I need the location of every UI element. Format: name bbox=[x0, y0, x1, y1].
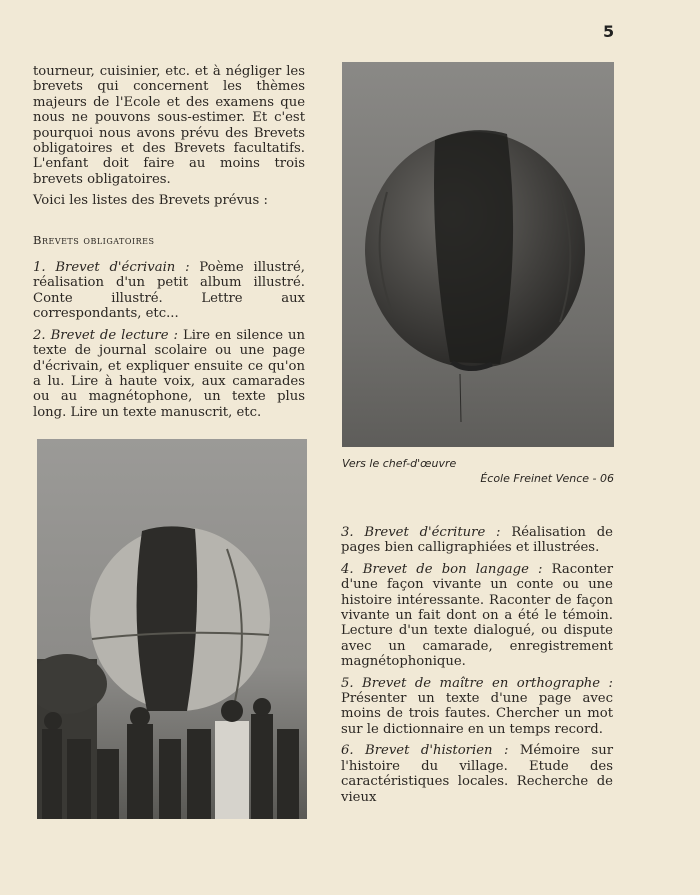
item-title: 5. Brevet de maître en orthographe : bbox=[341, 675, 613, 691]
brevet-item-6 bbox=[341, 743, 613, 805]
item-text: Présenter un texte d'une page avec moins de trois fautes. Chercher un mot sur le dictionnaire en un temps record. bbox=[341, 691, 613, 737]
item-text: Lire en silence un texte de journal scolaire ou une page d'écrivain, et expliquer ensuite ce qu'on a lu. Lire à haute voix, aux camarades ou au magnétophone, un texte plus long. Lire un texte manuscrit, etc. bbox=[33, 327, 305, 420]
right-text-column bbox=[341, 525, 613, 811]
intro-list-lead: Voici les listes des Brevets prévus : bbox=[33, 193, 268, 209]
item-title: 3. Brevet d'écriture : bbox=[341, 525, 501, 540]
caption-credit: École Freinet Vence - 06 bbox=[480, 472, 614, 485]
section-heading: Brevets obligatoires bbox=[33, 232, 155, 247]
brevet-item-4 bbox=[341, 562, 613, 670]
photo-caption bbox=[342, 456, 614, 486]
item-title: 2. Brevet de lecture : bbox=[33, 327, 178, 343]
balloon-sky-photo bbox=[342, 62, 614, 447]
item-text: Réalisation de pages bien calligraphiées et illustrées. bbox=[341, 525, 613, 556]
brevet-item-1 bbox=[33, 260, 305, 322]
item-title: 1. Brevet d'écrivain : bbox=[33, 260, 190, 276]
brevet-item-5 bbox=[341, 676, 613, 738]
caption-title: Vers le chef-d'œuvre bbox=[342, 457, 457, 470]
brevet-item-3 bbox=[341, 525, 613, 556]
brevet-item-2 bbox=[33, 328, 305, 420]
item-text: Raconter d'une façon vivante un conte ou une histoire intéressante. Raconter de façon vivante un fait dont on a été le témoin. Lecture d'un texte dialogué, ou dispute avec un camarade, enregistrement magnétophonique. bbox=[341, 561, 613, 670]
balloon-children-illustration bbox=[37, 439, 307, 819]
item-title: 6. Brevet d'historien : bbox=[341, 743, 509, 759]
left-text-column bbox=[33, 64, 305, 426]
item-title: 4. Brevet de bon langage : bbox=[341, 561, 543, 577]
balloon-children-photo bbox=[37, 439, 307, 819]
balloon-illustration bbox=[342, 62, 614, 447]
item-text: Mémoire sur l'histoire du village. Etude des caractéristiques locales. Recherche de vieux bbox=[341, 743, 613, 805]
page-number: 5 bbox=[603, 22, 615, 41]
intro-paragraph: tourneur, cuisinier, etc. et à négliger les brevets qui concernent les thèmes majeurs de l'Ecole et des examens que nous ne pouvons sous-estimer. Et c'est pourquoi nous avons prévu des Brevets obligatoires et des Brevets facultatifs. L'enfant doit faire au moins trois brevets obligatoires. bbox=[33, 64, 305, 187]
item-text: Poème illustré, réalisation d'un petit album illustré. Conte illustré. Lettre aux correspondants, etc... bbox=[33, 260, 305, 322]
